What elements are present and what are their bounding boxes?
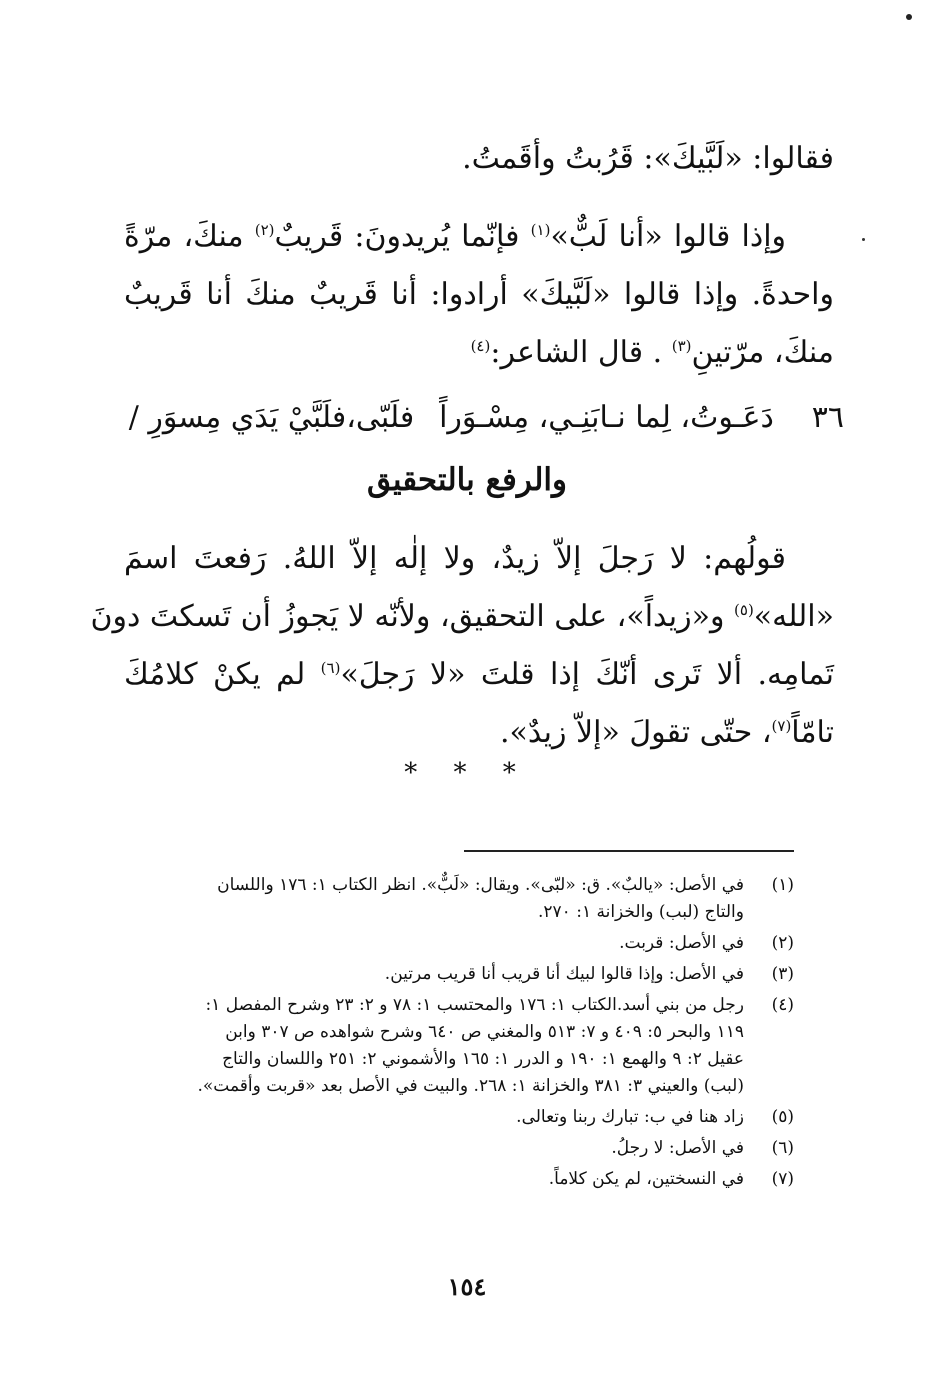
footnote [94, 930, 794, 957]
footnote-number: (٤) [771, 995, 794, 1015]
footnote-text: زاد هنا في ب: تبارك ربنا وتعالى. [516, 1107, 744, 1127]
text-line: تَمامِه. ألا تَرى أنّكَ إذا قلتَ «لا رَجلَ»$^{(٦)}$ لم يكنْ كلامُكَ [124, 657, 834, 692]
footnote-number: (٣) [771, 964, 794, 984]
footnote [94, 992, 794, 1100]
footnote [94, 1166, 794, 1193]
footnote-text: في الأصل: «يالبٌ». ق: «لبّى». ويقال: «لَبٌّ». انظر الكتاب ١: ١٧٦ واللسان والتاج (لبب) والخزانة ١: ٢٧٠. [217, 875, 744, 922]
verse-first-hemistich: دَعَـوتُ، لِما نـابَنِـي، مِسْـوَراً [439, 400, 774, 435]
poem-verse [104, 400, 844, 435]
footnote [94, 1104, 794, 1131]
ink-speck [862, 238, 865, 241]
footnote-text: في الأصل: لا رجلُ. [611, 1138, 744, 1158]
footnote-ref[interactable]: (١) [530, 221, 551, 239]
footnote-ref[interactable]: (٦) [320, 659, 341, 677]
footnote-ref[interactable]: (٤) [470, 337, 491, 355]
text-line: تامّاً$^{(٧)}$، حتّى تقولَ «إلاّ زيدٌ». [499, 715, 834, 750]
section-divider-stars: * * * [404, 758, 530, 788]
footnote-number: (١) [771, 875, 794, 895]
footnote-text: في الأصل: قربت. [619, 933, 744, 953]
text-line: «الله»$^{(٥)}$ و«زيداً»، على التحقيق، ولأنّه لا يَجوزُ أن تَسكتَ دونَ [90, 599, 834, 634]
footnote-text: رجل من بني أسد.الكتاب ١: ١٧٦ والمحتسب ١: ٧٨ و ٢: ٢٣ وشرح المفصل ١: ١١٩ والبحر ٥: ٤٠٩ و ٧: ٥١٣ والمغني ص ٦٤٠ وشرح شواهده ص ٣٠٧ وابن عقيل ٢: ٩ والهمع ١: ١٩٠ و الدرر ١: ١٦٥ والأشموني ٢: ٢٥١ واللسان والتاج (لبب) والعيني ٣: ٣٨١ والخزانة ١: ٢٦٨. والبيت في الأصل بعد «قربت وأقمت». [197, 995, 744, 1096]
verse-number: ٣٦ [811, 400, 844, 435]
text-line: واحدةً. وإذا قالوا «لَبَّيكَ» أرادوا: أنا قَريبٌ منكَ أنا قَريبٌ [124, 277, 834, 312]
footnote [94, 961, 794, 988]
text-line: منكَ، مرّتينِ$^{(٣)}$ . قال الشاعر:$^{(٤)}$ [470, 335, 834, 370]
footnote-number: (٥) [771, 1107, 794, 1127]
page-number: ١٥٤ [447, 1272, 487, 1301]
text-line: قولُهم: لا رَجلَ إلاّ زيدٌ، ولا إلٰه إلاّ اللهُ. رَفعتَ اسمَ [124, 541, 786, 576]
footnote-text: في النسختين، لم يكن كلاماً. [548, 1169, 744, 1189]
footnote-text: في الأصل: وإذا قالوا لبيك أنا قريب أنا قريب مرتين. [384, 964, 744, 984]
footnote [94, 1135, 794, 1162]
text-line: فقالوا: «لَبَّيكَ»: قَرُبتُ وأقَمتُ. [462, 141, 834, 176]
paragraph-labbayk [124, 208, 834, 382]
verse-second-hemistich: فلَبّى،فلَبَّيْ يَدَي مِسوَرِ / [128, 400, 415, 435]
footnote-number: (٢) [771, 933, 794, 953]
text-line: وإذا قالوا «أنا لَبٌّ»$^{(١)}$ فإنّما يُريدونَ: قَريبٌ$^{(٢)}$ منكَ، مرّةً [124, 219, 787, 254]
footnote-rule [464, 850, 794, 852]
footnote-ref[interactable]: (٣) [671, 337, 692, 355]
footnote-ref[interactable]: (٢) [254, 221, 275, 239]
footnote-number: (٦) [771, 1138, 794, 1158]
footnote-number: (٧) [771, 1169, 794, 1189]
section-heading: والرفع بالتحقيق [366, 462, 568, 498]
footnote-ref[interactable]: (٧) [771, 717, 792, 735]
ink-speck [906, 14, 912, 20]
footnote [94, 872, 794, 926]
footnotes [94, 872, 794, 1197]
opening-line [124, 130, 834, 188]
footnote-ref[interactable]: (٥) [734, 601, 754, 619]
paragraph-tahqiq [90, 530, 834, 762]
